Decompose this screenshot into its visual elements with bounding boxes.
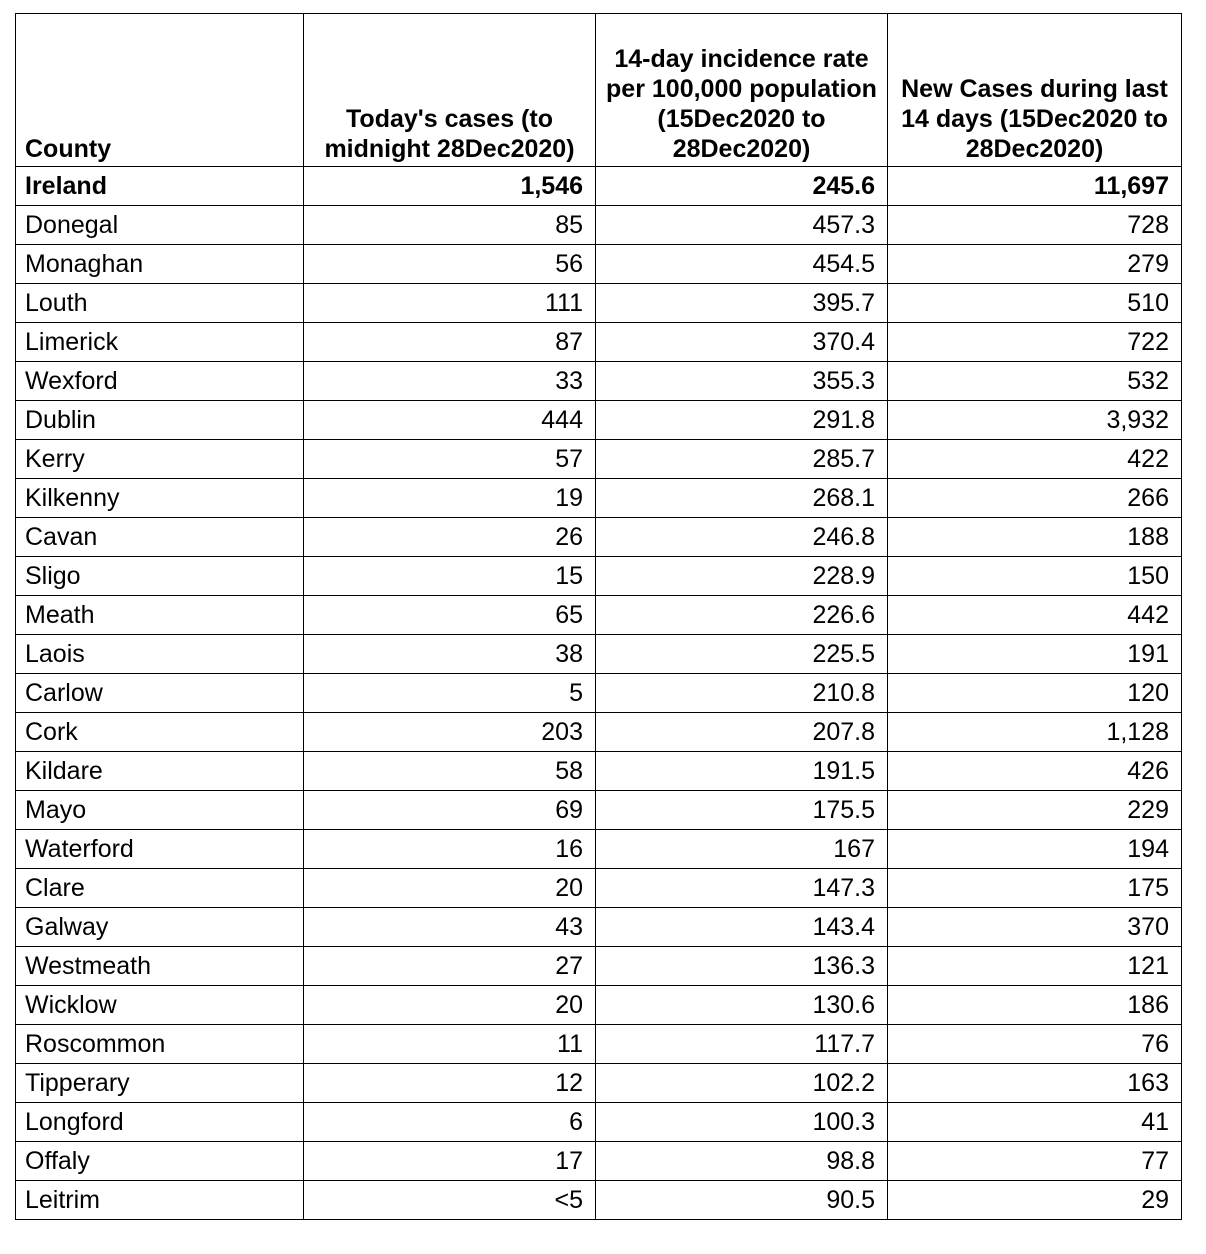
county-cell: Waterford [16,830,304,869]
incidence-rate-cell: 370.4 [596,323,888,362]
header-county: County [16,14,304,167]
incidence-rate-cell: 130.6 [596,986,888,1025]
new-cases-cell: 229 [888,791,1182,830]
incidence-rate-cell: 207.8 [596,713,888,752]
new-cases-cell: 3,932 [888,401,1182,440]
county-cell: Donegal [16,206,304,245]
incidence-rate-cell: 226.6 [596,596,888,635]
table-row [16,752,1182,791]
county-cell: Clare [16,869,304,908]
todays-cases-cell: 27 [304,947,596,986]
todays-cases-cell: 5 [304,674,596,713]
county-cell: Longford [16,1103,304,1142]
todays-cases-cell: 65 [304,596,596,635]
new-cases-cell: 426 [888,752,1182,791]
table-row [16,908,1182,947]
todays-cases-cell: 444 [304,401,596,440]
table-row [16,830,1182,869]
new-cases-cell: 722 [888,323,1182,362]
table-row [16,323,1182,362]
incidence-rate-cell: 100.3 [596,1103,888,1142]
county-cell: Wicklow [16,986,304,1025]
county-cell: Louth [16,284,304,323]
table-row [16,1025,1182,1064]
table-row [16,791,1182,830]
county-cell: Offaly [16,1142,304,1181]
incidence-rate-cell: 102.2 [596,1064,888,1103]
new-cases-cell: 41 [888,1103,1182,1142]
table-row [16,440,1182,479]
table-row [16,674,1182,713]
new-cases-cell: 532 [888,362,1182,401]
new-cases-cell: 76 [888,1025,1182,1064]
incidence-rate-cell: 268.1 [596,479,888,518]
todays-cases-cell: 56 [304,245,596,284]
table-row [16,713,1182,752]
table-row [16,869,1182,908]
new-cases-cell: 1,128 [888,713,1182,752]
table-row [16,1064,1182,1103]
county-cell: Kilkenny [16,479,304,518]
new-cases-cell: 163 [888,1064,1182,1103]
new-cases-cell: 175 [888,869,1182,908]
county-cell: Wexford [16,362,304,401]
incidence-rate-cell: 457.3 [596,206,888,245]
new-cases-cell: 510 [888,284,1182,323]
header-new-cases: New Cases during last 14 days (15Dec2020 to 28Dec2020) [888,14,1182,167]
new-cases-cell: 279 [888,245,1182,284]
todays-cases-cell: 11 [304,1025,596,1064]
table-row [16,947,1182,986]
new-cases-cell: 728 [888,206,1182,245]
todays-cases-cell: 43 [304,908,596,947]
county-cell: Sligo [16,557,304,596]
todays-cases-cell: 33 [304,362,596,401]
county-cell: Limerick [16,323,304,362]
incidence-rate-cell: 228.9 [596,557,888,596]
todays-cases-cell: <5 [304,1181,596,1220]
table-row [16,557,1182,596]
incidence-rate-cell: 210.8 [596,674,888,713]
table-row [16,362,1182,401]
incidence-rate-cell: 90.5 [596,1181,888,1220]
incidence-rate-cell: 246.8 [596,518,888,557]
table-row [16,986,1182,1025]
todays-cases-cell: 17 [304,1142,596,1181]
county-cell: Cork [16,713,304,752]
incidence-rate-cell: 285.7 [596,440,888,479]
county-cell: Galway [16,908,304,947]
county-cell: Carlow [16,674,304,713]
table-row [16,1142,1182,1181]
incidence-rate-cell: 117.7 [596,1025,888,1064]
county-cell: Laois [16,635,304,674]
new-cases-cell: 422 [888,440,1182,479]
incidence-rate-cell: 355.3 [596,362,888,401]
table-row [16,479,1182,518]
new-cases-cell: 120 [888,674,1182,713]
todays-cases-cell: 57 [304,440,596,479]
todays-cases-cell: 69 [304,791,596,830]
todays-cases-cell: 203 [304,713,596,752]
county-cell: Kildare [16,752,304,791]
county-cases-table [15,13,1182,1220]
table-row [16,401,1182,440]
new-cases-cell: 442 [888,596,1182,635]
table-row [16,1103,1182,1142]
county-cell: Meath [16,596,304,635]
county-cell: Monaghan [16,245,304,284]
new-cases-cell: 186 [888,986,1182,1025]
county-cell: Ireland [16,167,304,206]
table-row [16,596,1182,635]
todays-cases-cell: 1,546 [304,167,596,206]
new-cases-cell: 29 [888,1181,1182,1220]
todays-cases-cell: 20 [304,869,596,908]
county-cell: Dublin [16,401,304,440]
table-row [16,206,1182,245]
header-row [16,14,1182,167]
new-cases-cell: 266 [888,479,1182,518]
todays-cases-cell: 16 [304,830,596,869]
incidence-rate-cell: 291.8 [596,401,888,440]
new-cases-cell: 191 [888,635,1182,674]
incidence-rate-cell: 245.6 [596,167,888,206]
new-cases-cell: 11,697 [888,167,1182,206]
new-cases-cell: 121 [888,947,1182,986]
new-cases-cell: 188 [888,518,1182,557]
incidence-rate-cell: 175.5 [596,791,888,830]
todays-cases-cell: 12 [304,1064,596,1103]
todays-cases-cell: 15 [304,557,596,596]
incidence-rate-cell: 395.7 [596,284,888,323]
incidence-rate-cell: 225.5 [596,635,888,674]
county-cell: Tipperary [16,1064,304,1103]
incidence-rate-cell: 167 [596,830,888,869]
todays-cases-cell: 85 [304,206,596,245]
new-cases-cell: 77 [888,1142,1182,1181]
todays-cases-cell: 87 [304,323,596,362]
todays-cases-cell: 19 [304,479,596,518]
todays-cases-cell: 38 [304,635,596,674]
todays-cases-cell: 111 [304,284,596,323]
todays-cases-cell: 6 [304,1103,596,1142]
table-row [16,635,1182,674]
incidence-rate-cell: 98.8 [596,1142,888,1181]
new-cases-cell: 370 [888,908,1182,947]
table-row [16,245,1182,284]
incidence-rate-cell: 454.5 [596,245,888,284]
header-todays-cases: Today's cases (to midnight 28Dec2020) [304,14,596,167]
todays-cases-cell: 58 [304,752,596,791]
county-cell: Westmeath [16,947,304,986]
todays-cases-cell: 26 [304,518,596,557]
table-row [16,1181,1182,1220]
header-incidence-rate: 14-day incidence rate per 100,000 population (15Dec2020 to 28Dec2020) [596,14,888,167]
table-body [16,167,1182,1220]
incidence-rate-cell: 147.3 [596,869,888,908]
new-cases-cell: 150 [888,557,1182,596]
county-cell: Mayo [16,791,304,830]
county-cell: Cavan [16,518,304,557]
incidence-rate-cell: 191.5 [596,752,888,791]
incidence-rate-cell: 136.3 [596,947,888,986]
incidence-rate-cell: 143.4 [596,908,888,947]
table-row [16,284,1182,323]
todays-cases-cell: 20 [304,986,596,1025]
new-cases-cell: 194 [888,830,1182,869]
county-cell: Kerry [16,440,304,479]
county-cell: Leitrim [16,1181,304,1220]
table-row-total [16,167,1182,206]
table-row [16,518,1182,557]
county-cell: Roscommon [16,1025,304,1064]
